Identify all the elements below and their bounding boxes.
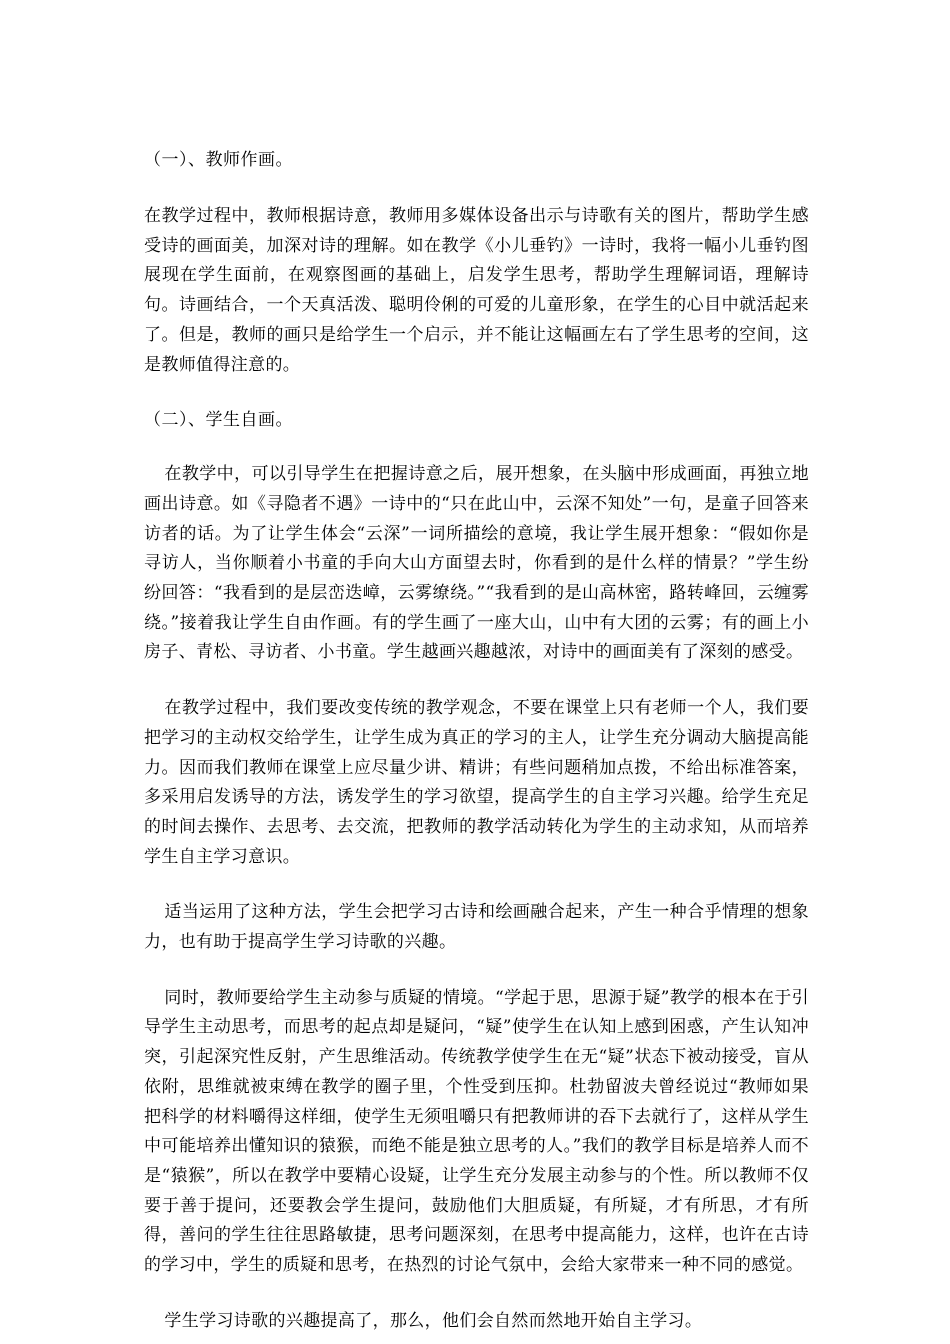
paragraph-questioning: 同时，教师要给学生主动参与质疑的情境。“学起于思，思源于疑”教学的根本在于引导学生主动思考，而思考的起点却是疑问，“疑”使学生在认知上感到困惑，产生认知冲突，引起深究性反射，产生思维活动。传统教学使学生在无“疑”状态下被动接受，盲从依附，思维就被束缚在教学的圈子里，个性受到压抑。杜勃留波夫曾经说过“教师如果把科学的材料嚼得这样细，使学生无须咀嚼只有把教师讲的吞下去就行了，这样从学生中可能培养出懂知识的猿猴，而绝不能是独立思考的人。”我们的教学目标是培养人而不是“猿猴”，所以在教学中要精心设疑，让学生充分发展主动参与的个性。所以教师不仅要于善于提问，还要教会学生提问，鼓励他们大胆质疑，有所疑，才有所思，才有所得，善问的学生往往思路敏捷，思考问题深刻，在思考中提高能力，这样，也许在古诗的学习中，学生的质疑和思考，在热烈的讨论气氛中，会给大家带来一种不同的感觉。 xyxy=(144,987,809,1276)
paragraph-conclusion: 学生学习诗歌的兴趣提高了，那么，他们会自然而然地开始自主学习。 xyxy=(164,1310,703,1331)
paragraph-method-effect: 适当运用了这种方法，学生会把学习古诗和绘画融合起来，产生一种合乎情理的想象力，也有助于提高学生学习诗歌的兴趣。 xyxy=(144,902,809,953)
section-heading-teacher-drawing: （一）、教师作画。 xyxy=(144,150,293,170)
paragraph-student-drawing: 在教学中，可以引导学生在把握诗意之后，展开想象，在头脑中形成画面，再独立地画出诗意。如《寻隐者不遇》一诗中的“只在此山中，云深不知处”一句，是童子回答来访者的话。为了让学生体会“云深”一词所描绘的意境，我让学生展开想象：“假如你是寻访人，当你顺着小书童的手向大山方面望去时，你看到的是什么样的情景？”学生纷纷回答：“我看到的是层峦迭嶂，云雾缭绕。”“我看到的是山高林密，路转峰回，云缠雾绕。”接着我让学生自由作画。有的学生画了一座大山，山中有大团的云雾；有的画上小房子、青松、寻访者、小书童。学生越画兴趣越浓，对诗中的画面美有了深刻的感受。 xyxy=(144,464,809,663)
section-heading-student-drawing: （二）、学生自画。 xyxy=(144,410,293,431)
paragraph-teaching-concept: 在教学过程中，我们要改变传统的教学观念，不要在课堂上只有老师一个人，我们要把学习的主动权交给学生，让学生成为真正的学习的主人，让学生充分调动大脑提高能力。因而我们教师在课堂上应尽量少讲、精讲；有些问题稍加点拨，不给出标准答案，多采用启发诱导的方法，诱发学生的学习欲望，提高学生的自主学习兴趣。给学生充足的时间去操作、去思考、去交流，把教师的教学活动转化为学生的主动求知，从而培养学生自主学习意识。 xyxy=(144,698,809,867)
paragraph-teacher-drawing: 在教学过程中，教师根据诗意，教师用多媒体设备出示与诗歌有关的图片，帮助学生感受诗的画面美，加深对诗的理解。如在教学《小儿垂钓》一诗时，我将一幅小儿垂钓图展现在学生面前，在观察图画的基础上，启发学生思考，帮助学生理解词语，理解诗句。诗画结合，一个天真活泼、聪明伶俐的可爱的儿童形象，在学生的心目中就活起来了。但是，教师的画只是给学生一个启示，并不能让这幅画左右了学生思考的空间，这是教师值得注意的。 xyxy=(144,206,809,375)
document-body xyxy=(144,146,809,1337)
